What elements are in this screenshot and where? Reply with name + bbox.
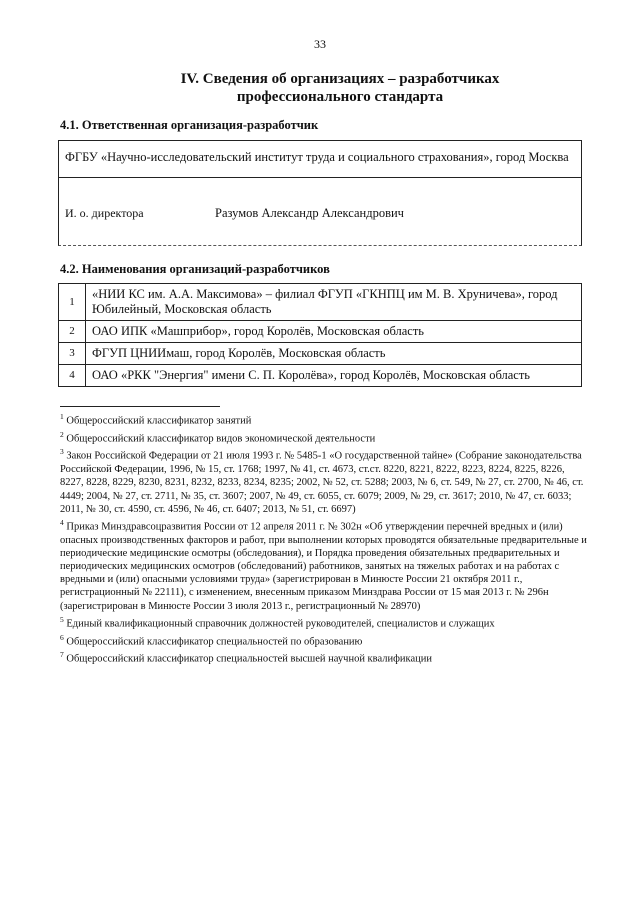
footnote-text: Общероссийский классификатор видов экономической деятельности [66, 433, 376, 445]
footnote-text: Единый квалификационный справочник должностей руководителей, специалистов и служащих [66, 618, 495, 630]
section-heading-4-2: 4.2. Наименования организаций-разработчиков [60, 262, 330, 276]
footnote-text: Общероссийский классификатор специальностей высшей научной квалификации [66, 653, 432, 665]
page-title [60, 70, 620, 106]
footnote-text: Общероссийский классификатор специальностей по образованию [66, 636, 363, 648]
page-title-line-2: профессионального стандарта [236, 89, 444, 105]
row-number: 1 [59, 284, 86, 321]
page-number: 33 [314, 37, 326, 51]
signatory-role: И. о. директора [65, 206, 144, 220]
table-row [59, 343, 582, 365]
footnote-mark: 2 [60, 429, 64, 439]
footnote-mark: 1 [60, 412, 64, 421]
footnote [60, 410, 590, 428]
table-row [59, 365, 582, 387]
footnote-text: Приказ Минздравсоцразвития России от 12 апреля 2011 г. № 302н «Об утверждении перечней вредных и (или) опасных производственных факторов и работ, при выполнении которых проводятся обязательные предварительные и периодические медицинские осмотры (обследования), и Порядка проведения обязательных предварительных и периодических медицинских осмотров (обследований) работников, занятых на тяжелых работах и на работах с вредными и (или) опасными условиями труда» (зарегистрирован в Минюсте России 21 октября 2011 г., регистрационный № 22111), с изменением, внесенным приказом Минздрава России от 15 мая 2013 г. № 296н (зарегистрирован в Минюсте России 3 июля 2013 г., регистрационный № 28970) [60, 521, 587, 612]
footnote [60, 428, 590, 446]
footnote [60, 516, 590, 613]
signatory-name: Разумов Александр Александрович [215, 206, 404, 220]
row-number: 2 [59, 321, 86, 343]
box-divider [59, 177, 581, 178]
footnote-mark: 7 [60, 650, 64, 660]
responsible-organization-box [58, 140, 582, 246]
responsible-organization-name: ФГБУ «Научно-исследовательский институт труда и социального страхования», город Москва [65, 150, 569, 164]
footnotes [60, 410, 590, 666]
table-row [59, 284, 582, 321]
footnote-text: Общероссийский классификатор занятий [66, 415, 252, 427]
organization-name: ФГУП ЦНИИмаш, город Королёв, Московская область [86, 343, 582, 365]
organization-name: ОАО «РКК "Энергия" имени С. П. Королёва», город Королёв, Московская область [86, 365, 582, 387]
footnote-mark: 4 [60, 517, 64, 527]
footnote [60, 613, 590, 631]
row-number: 3 [59, 343, 86, 365]
footnote-mark: 5 [60, 614, 64, 624]
footnote-separator [60, 406, 220, 407]
section-heading-4-1: 4.1. Ответственная организация-разработчик [60, 118, 319, 132]
page-title-line-1: IV. Сведения об организациях – разработчиках [180, 71, 500, 87]
table-row [59, 321, 582, 343]
footnote [60, 631, 590, 649]
row-number: 4 [59, 365, 86, 387]
developer-organizations-table [58, 283, 582, 387]
footnote-mark: 3 [60, 447, 64, 457]
footnote [60, 648, 590, 666]
organization-name: ОАО ИПК «Машприбор», город Королёв, Московская область [86, 321, 582, 343]
footnote [60, 445, 590, 516]
footnote-mark: 6 [60, 632, 64, 642]
organization-name: «НИИ КС им. А.А. Максимова» – филиал ФГУП «ГКНПЦ им М. В. Хруничева», город Юбилейный, Московская область [86, 284, 582, 321]
footnote-text: Закон Российской Федерации от 21 июля 1993 г. № 5485-1 «О государственной тайне» (Собрание законодательства Российской Федерации, 1996, № 15, ст. 1768; 1997, № 41, ст. 4673, ст.ст. 8220, 8221, 8222, 8223, 8224, 8225, 8226, 8227, 8228, 8229, 8230, 8231, 8232, 8233, 8234, 8235; 2002, № 52, ст. 5288; 2003, № 6, ст. 549, № 27, ст. 2700, № 46, ст. 4449; 2004, № 27, ст. 2711, № 35, ст. 3607; 2007, № 49, ст. 6055, ст. 6079; 2009, № 29, ст. 3617; 2010, № 47, ст. 6033; 2011, № 30, ст. 4590, ст. 4596, № 46, ст. 6407; 2013, № 51, ст. 6697) [60, 450, 584, 515]
